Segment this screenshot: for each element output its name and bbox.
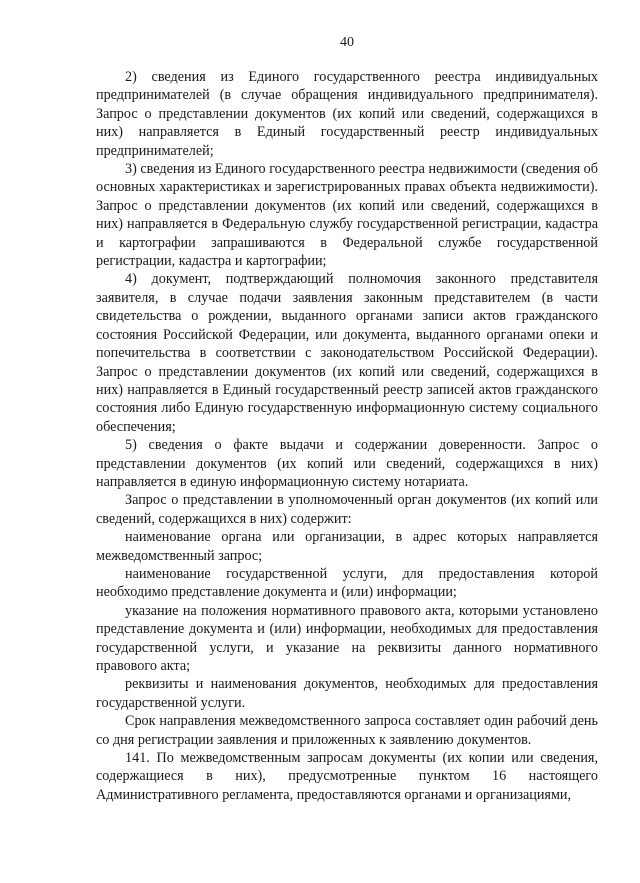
paragraph-request-contents: Запрос о представлении в уполномоченный орган документов (их копий или сведений, содержащихся в них) содержит: xyxy=(96,492,598,527)
paragraph-item-5: 5) сведения о факте выдачи и содержании доверенности. Запрос о представлении документов (их копий или сведений, содержащихся в них) направляется в единую информационную систему нотариата. xyxy=(96,437,598,490)
paragraph-item-3: 3) сведения из Единого государственного реестра недвижимости (сведения об основных характеристиках и зарегистрированных правах объекта недвижимости). Запрос о представлении документов (их копий или сведений, содержащихся в них) направляется в Федеральную службу государственной регистрации, кадастра и картографии запрашиваются в Федеральной службе государственной регистрации, кадастра и картографии; xyxy=(96,161,598,270)
paragraph-service-name: наименование государственной услуги, для предоставления которой необходимо представление документа и (или) информации; xyxy=(96,565,598,601)
paragraph-clause-141: 141. По межведомственным запросам документы (их копии или сведения, содержащиеся в них), предусмотренные пунктом 16 настоящего Административного регламента, предоставляются органами и организациями, xyxy=(96,750,598,803)
paragraph-item-2: 2) сведения из Единого государственного реестра индивидуальных предпринимателей (в случае обращения индивидуального предпринимателя). Запрос о представлении документов (их копий или сведений, содержащихся в них) направляется в Единый государственный реестр индивидуальных предпринимателей; xyxy=(96,69,598,159)
paragraph-document-details: реквизиты и наименования документов, необходимых для предоставления государственной услуги. xyxy=(96,676,598,711)
paragraph-request-deadline: Срок направления межведомственного запроса составляет один рабочий день со дня регистрации заявления и приложенных к заявлению документов. xyxy=(96,713,598,748)
paragraph-legal-act: указание на положения нормативного правового акта, которыми установлено представление документа и (или) информации, необходимых для предоставления государственной услуги, и указание на реквизиты данного нормативного правового акта; xyxy=(96,602,598,674)
page-number: 40 xyxy=(340,35,354,50)
paragraph-organization-name: наименование органа или организации, в адрес которых направляется межведомственный запрос; xyxy=(96,529,598,564)
paragraph-item-4: 4) документ, подтверждающий полномочия законного представителя заявителя, в случае подачи заявления законным представителем (в части свидетельства о рождении, выданного органами записи актов гражданского состояния Российской Федерации, или документа, выданного органами опеки и попечительства в соответствии с законодательством Российской Федерации). Запрос о представлении документов (их копий или сведений, содержащихся в них) направляется в Единый государственный реестр записей актов гражданского состояния либо Единую государственную информационную систему социального обеспечения; xyxy=(96,271,598,435)
document-body xyxy=(96,68,598,804)
